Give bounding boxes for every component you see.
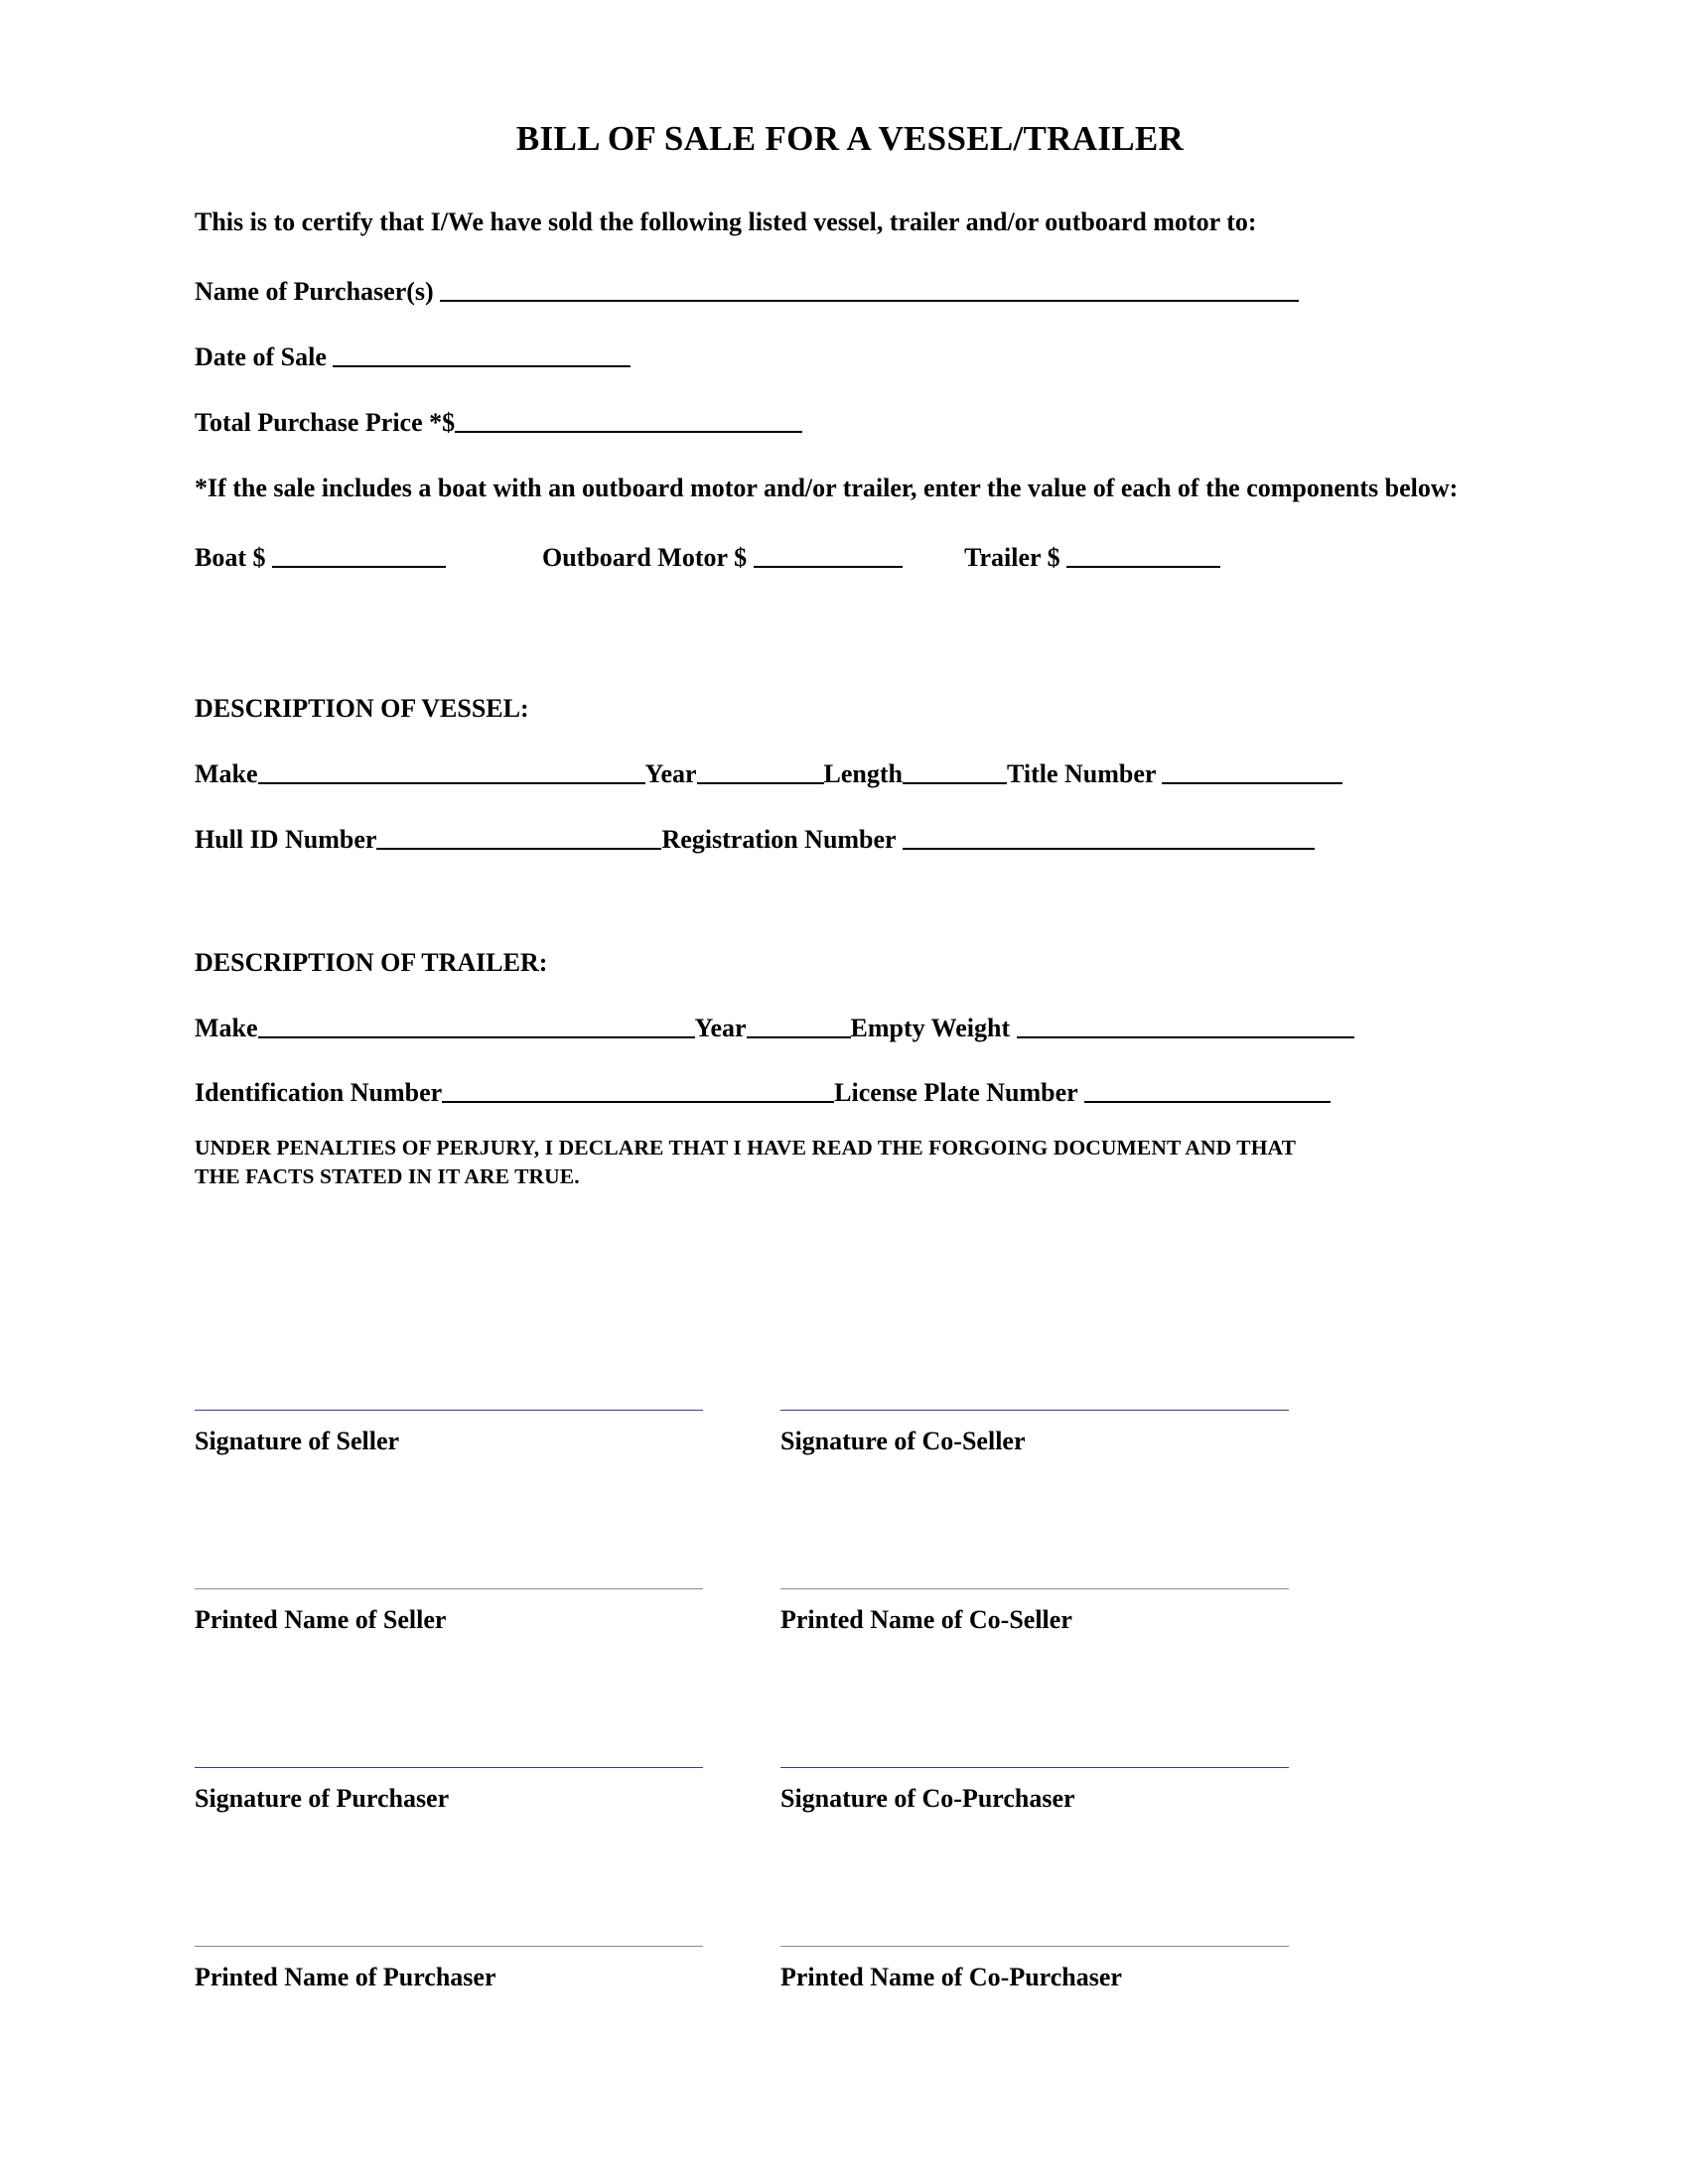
component-values-row: [195, 541, 1476, 575]
vessel-make-label: Make: [195, 759, 258, 788]
vessel-registration-label: Registration Number: [661, 824, 897, 854]
signature-field-co-purchaser: [780, 1767, 1297, 1814]
printed-name-field-seller: [195, 1588, 711, 1635]
printed-name-label-co-seller: Printed Name of Co-Seller: [780, 1605, 1072, 1634]
signature-line-co-purchaser[interactable]: [780, 1767, 1289, 1768]
printed-name-line-purchaser[interactable]: [195, 1946, 703, 1947]
vessel-section-heading: DESCRIPTION OF VESSEL:: [195, 694, 529, 723]
vessel-length-label: Length: [823, 759, 903, 788]
trailer-make-label: Make: [195, 1013, 258, 1042]
printed-name-field-co-purchaser: [780, 1946, 1297, 1992]
printed-name-field-purchaser: [195, 1946, 711, 1992]
outboard-value-label: Outboard Motor $: [542, 543, 748, 573]
date-of-sale-input-line[interactable]: [333, 344, 631, 367]
purchaser-label: Name of Purchaser(s): [195, 276, 434, 306]
trailer-value-input-line[interactable]: [1066, 545, 1220, 568]
vessel-hull-row: [195, 823, 1476, 857]
purchaser-input-line[interactable]: [440, 279, 1299, 302]
printed-name-line-co-purchaser[interactable]: [780, 1946, 1289, 1947]
printed-name-label-purchaser: Printed Name of Purchaser: [195, 1963, 496, 1991]
trailer-section-heading: DESCRIPTION OF TRAILER:: [195, 947, 548, 977]
vessel-hull-id-label: Hull ID Number: [195, 824, 377, 854]
trailer-identification-row: [195, 1076, 1476, 1110]
signature-section: [195, 1410, 1476, 2075]
boat-value-label: Boat $: [195, 543, 266, 573]
signature-label-purchaser: Signature of Purchaser: [195, 1784, 450, 1813]
vessel-make-input-line[interactable]: [258, 761, 645, 784]
page-title: BILL OF SALE FOR A VESSEL/TRAILER: [515, 119, 1185, 158]
printed-name-label-seller: Printed Name of Seller: [195, 1605, 447, 1634]
trailer-year-label: Year: [694, 1013, 747, 1042]
trailer-license-plate-label: License Plate Number: [834, 1078, 1078, 1108]
date-of-sale-row: [195, 341, 1476, 374]
perjury-statement: [195, 1134, 1476, 1191]
signature-field-purchaser: [195, 1767, 711, 1814]
outboard-value-input-line[interactable]: [754, 545, 903, 568]
document-body: [195, 119, 1476, 1191]
trailer-make-row: [195, 1012, 1476, 1045]
signature-line-co-seller[interactable]: [780, 1410, 1289, 1411]
vessel-year-label: Year: [644, 759, 697, 788]
signature-label-co-seller: Signature of Co-Seller: [780, 1427, 1026, 1455]
trailer-license-plate-input-line[interactable]: [1084, 1080, 1331, 1103]
trailer-make-input-line[interactable]: [258, 1016, 695, 1038]
trailer-year-input-line[interactable]: [747, 1016, 851, 1038]
intro-paragraph: This is to certify that I/We have sold the following listed vessel, trailer and/or outboard motor to:: [195, 207, 1257, 236]
trailer-value-label: Trailer $: [964, 543, 1060, 573]
trailer-empty-weight-input-line[interactable]: [1017, 1016, 1354, 1038]
total-price-row: [195, 406, 1476, 440]
perjury-statement-line-1: UNDER PENALTIES OF PERJURY, I DECLARE THAT I HAVE READ THE FORGOING DOCUMENT AND THAT: [195, 1136, 1297, 1160]
printed-name-line-co-seller[interactable]: [780, 1588, 1289, 1589]
perjury-statement-line-2: THE FACTS STATED IN IT ARE TRUE.: [195, 1164, 580, 1189]
trailer-empty-weight-label: Empty Weight: [850, 1013, 1011, 1042]
vessel-title-number-input-line[interactable]: [1162, 761, 1342, 784]
boat-value-input-line[interactable]: [272, 545, 446, 568]
trailer-identification-label: Identification Number: [195, 1078, 443, 1108]
printed-name-label-co-purchaser: Printed Name of Co-Purchaser: [780, 1963, 1122, 1991]
vessel-make-row: [195, 757, 1476, 791]
vessel-title-number-label: Title Number: [1007, 759, 1156, 788]
total-price-label: Total Purchase Price *$: [195, 407, 456, 437]
purchaser-row: [195, 275, 1476, 309]
trailer-identification-input-line[interactable]: [442, 1080, 834, 1103]
vessel-registration-input-line[interactable]: [903, 827, 1315, 850]
vessel-hull-id-input-line[interactable]: [376, 827, 661, 850]
vessel-year-input-line[interactable]: [697, 761, 824, 784]
signature-label-seller: Signature of Seller: [195, 1427, 400, 1455]
signature-line-seller[interactable]: [195, 1410, 703, 1411]
signature-line-purchaser[interactable]: [195, 1767, 703, 1768]
signature-label-co-purchaser: Signature of Co-Purchaser: [780, 1784, 1075, 1813]
date-of-sale-label: Date of Sale: [195, 341, 327, 371]
asterisk-note: *If the sale includes a boat with an outboard motor and/or trailer, enter the value of each of the components below:: [195, 474, 1459, 503]
vessel-length-input-line[interactable]: [903, 761, 1007, 784]
total-price-input-line[interactable]: [455, 410, 802, 433]
printed-name-field-co-seller: [780, 1588, 1297, 1635]
signature-field-seller: [195, 1410, 711, 1456]
printed-name-line-seller[interactable]: [195, 1588, 703, 1589]
signature-field-co-seller: [780, 1410, 1297, 1456]
